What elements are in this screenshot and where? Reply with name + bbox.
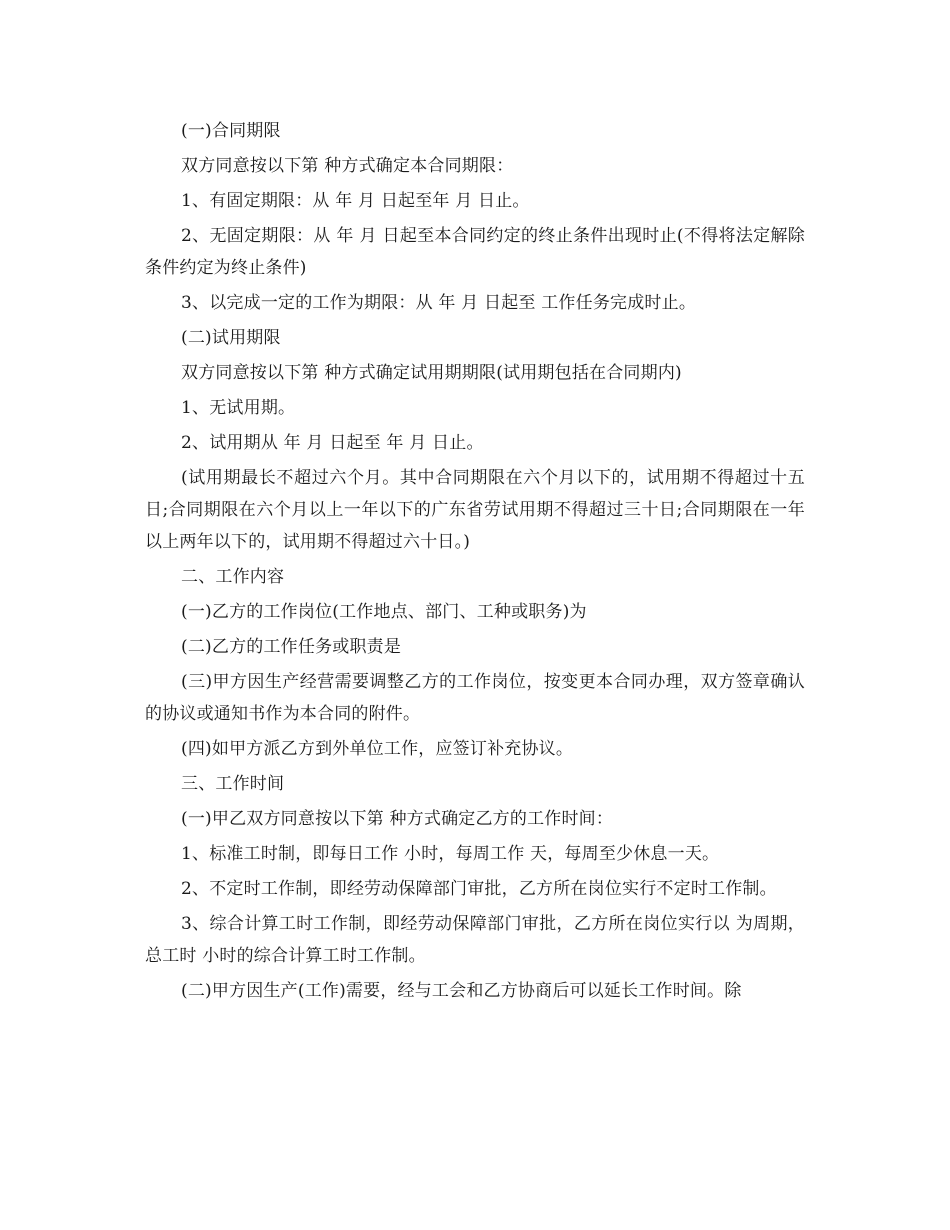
paragraph-probation-note: (试用期最长不超过六个月。其中合同期限在六个月以下的，试用期不得超过十五日;合同期限在六个月以上一年以下的广东省劳试用期不得超过三十日;合同期限在一年以上两年以下的，试用期不得超过六十日。) [145, 468, 805, 552]
paragraph-probation-method: 双方同意按以下第 种方式确定试用期期限(试用期包括在合同期内) [181, 363, 682, 383]
paragraph-position-adjustment: (三)甲方因生产经营需要调整乙方的工作岗位，按变更本合同办理，双方签章确认的协议或通知书作为本合同的附件。 [145, 672, 805, 724]
document-page [145, 115, 805, 1010]
paragraph-fixed-term: 1、有固定期限：从 年 月 日起至年 月 日止。 [181, 191, 530, 211]
paragraph-standard-hours: 1、标准工时制，即每日工作 小时，每周工作 天，每周至少休息一天。 [181, 844, 720, 864]
paragraph-contract-term-heading: (一)合同期限 [181, 121, 281, 141]
paragraph-work-time-method: (一)甲乙双方同意按以下第 种方式确定乙方的工作时间： [181, 809, 614, 829]
paragraph-task-term: 3、以完成一定的工作为期限：从 年 月 日起至 工作任务完成时止。 [181, 293, 697, 313]
paragraph-external-assignment: (四)如甲方派乙方到外单位工作，应签订补充协议。 [181, 739, 574, 759]
paragraph-overtime: (二)甲方因生产(工作)需要，经与工会和乙方协商后可以延长工作时间。除 [181, 981, 742, 1001]
paragraph-open-term: 2、无固定期限：从 年 月 日起至本合同约定的终止条件出现时止(不得将法定解除条件约定为终止条件) [145, 226, 805, 278]
paragraph-flexible-hours: 2、不定时工作制，即经劳动保障部门审批，乙方所在岗位实行不定时工作制。 [181, 879, 777, 899]
paragraph-term-method: 双方同意按以下第 种方式确定本合同期限： [181, 156, 514, 176]
paragraph-work-time-heading: 三、工作时间 [181, 774, 285, 794]
paragraph-probation-heading: (二)试用期限 [181, 328, 281, 348]
paragraph-work-position: (一)乙方的工作岗位(工作地点、部门、工种或职务)为 [181, 602, 587, 622]
paragraph-work-content-heading: 二、工作内容 [181, 567, 285, 587]
paragraph-probation-period: 2、试用期从 年 月 日起至 年 月 日止。 [181, 433, 484, 453]
paragraph-no-probation: 1、无试用期。 [181, 398, 296, 418]
paragraph-comprehensive-hours: 3、综合计算工时工作制，即经劳动保障部门审批，乙方所在岗位实行以 为周期，总工时 小时的综合计算工时工作制。 [145, 914, 805, 966]
paragraph-work-duties: (二)乙方的工作任务或职责是 [181, 637, 402, 657]
